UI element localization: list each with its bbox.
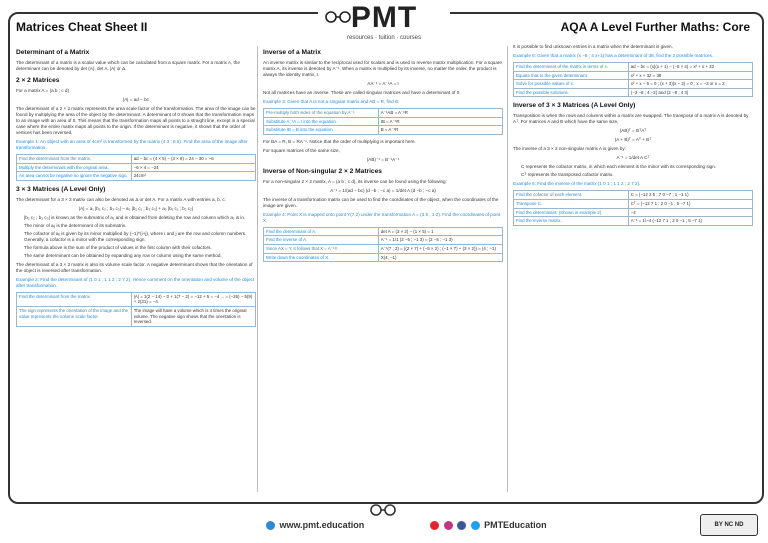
- step-cell: Find the determinant of the matrix in terms of x.: [514, 63, 629, 72]
- step-cell: Transpose C.: [514, 199, 629, 208]
- equation: AA⁻¹ = A⁻¹A = I: [367, 81, 399, 86]
- work-cell: A⁻¹ = 1/1 (2 −5 ; −1 3) = (2 −5 ; −1 3): [378, 236, 502, 245]
- table-row: [264, 244, 503, 253]
- work-cell: ad − bc = (4 × 5) − (3 × 8) = 24 − 30 = −6: [131, 155, 255, 164]
- bullet-list: [521, 164, 753, 178]
- work-cell: C = (−12 2 5 ; 7 0 −7 ; 1 −1 1): [628, 191, 752, 200]
- table-row: [514, 199, 753, 208]
- equation: A⁻¹ = 1/(ad − bc) (d −b ; −c a) = 1/det A (d −b ; −c a): [330, 187, 436, 193]
- step-cell: Find the possible solutions.: [514, 88, 629, 97]
- equation: (A + B)ᵀ = Aᵀ + Bᵀ: [614, 137, 652, 143]
- table-row: [17, 155, 256, 164]
- step-cell: The sign represents the orientation of the image and the value represents the volume scale factor.: [17, 306, 132, 326]
- paragraph: Not all matrices have an inverse. These are called singular matrices and have a determinant of 0.: [263, 90, 461, 95]
- list-item: • The formula above is the sum of the product of values in the first column with their cofactors.: [24, 245, 256, 251]
- table-row: [264, 236, 503, 245]
- table-row: [514, 88, 753, 97]
- equation: (AB)ᵀ = BᵀAᵀ: [619, 128, 647, 134]
- step-cell: Equate that to the given determinant.: [514, 71, 629, 80]
- column-divider: [507, 46, 508, 492]
- goggles-icon: [368, 503, 398, 517]
- example-prompt: Example 1: An object with an area of 4cm² is transformed by the matrix (4 3 ; 8 5). Find the area of the image after transformation.: [16, 139, 248, 150]
- twitter-icon: [471, 521, 480, 530]
- section-heading: Inverse of a Matrix: [263, 49, 321, 56]
- license-text: BY NC ND: [714, 522, 744, 528]
- worked-table: [513, 190, 753, 225]
- facebook-icon: [457, 521, 466, 530]
- paragraph: For BA = R, B = RA⁻¹. Notice that the order of multiplying is important here.: [263, 138, 416, 144]
- worked-table: [513, 62, 753, 97]
- equation: A⁻¹ = 1/det A Cᵀ: [616, 155, 650, 161]
- step-cell: Since AX = Y, it follows that X = A⁻¹Y.: [264, 244, 379, 253]
- work-cell: ad − bc = (x)(x + 1) − (−8 × 4) = x² + x + 32: [628, 63, 752, 72]
- goggles-icon: [324, 10, 352, 24]
- paragraph: The determinant of a matrix is a scalar value which can be calculated from a square matrix. For a matrix A, the determinant can be denoted by det (A), det A, |A| or Δ.: [16, 60, 240, 71]
- pmt-logo: [318, 2, 450, 44]
- paragraph: An inverse matrix is similar to the reciprocal used for scalars and is used to reverse matrix multiplication. For a square matrix A, its inverse is denoted by A⁻¹. When a matrix is multiplied by its inverse, no matter the order, the product is always the identity matrix, I.: [263, 60, 502, 77]
- table-row: [264, 126, 503, 135]
- column-determinant: [16, 44, 256, 484]
- table-row: [17, 172, 256, 181]
- table-row: [514, 63, 753, 72]
- step-cell: Find the inverse matrix.: [514, 217, 629, 226]
- list-item: • |b₂ c₂ ; b₃ c₃| is known as the submatrix of a₁ and is obtained from deleting the row and column which a₁ is in.: [24, 215, 256, 221]
- paragraph: The determinant of a 2 × 2 matrix represents the area scale factor of the transformation. The area of the image can be found by multiplying the area of the object by the determinant. A determinant of 0 shows that the transformation maps to an image with an area of 0. This means that the transformation maps all points to a straight line, except in a special case where the entire matrix maps all points to the origin. If the determinant is negative, it shows that the order of vertices has been reversed.: [16, 106, 256, 135]
- logo-text: PMT: [350, 1, 418, 34]
- worked-table: [263, 108, 503, 135]
- step-cell: An area cannot be negative so ignore the negative sign.: [17, 172, 132, 181]
- work-cell: |A| = 1(2 − 14) − 0 + 1(7 − 2) = −12 + 5 = −4 ... = (−26) − 5(9) + 2(31) = −4: [131, 292, 255, 306]
- work-cell: X(4, −1): [378, 253, 502, 262]
- work-cell: A⁻¹AB = A⁻¹R: [378, 109, 502, 118]
- work-cell: A⁻¹(7 ; 2) = ((2 × 7) + (−5 × 2) ; (−1 × 7) + (3 × 2)) = (4 ; −1): [378, 244, 502, 253]
- work-cell: 24cm²: [131, 172, 255, 181]
- list-item: • Cᵀ represents the transposed cofactor matrix.: [521, 172, 753, 178]
- step-cell: Find the determinant of A.: [264, 227, 379, 236]
- step-cell: Find the determinant from the matrix.: [17, 155, 132, 164]
- section-heading: Inverse of Non-singular 2 × 2 Matrices: [263, 167, 382, 175]
- table-row: [514, 208, 753, 217]
- table-row: [17, 163, 256, 172]
- table-row: [264, 227, 503, 236]
- work-cell: A⁻¹ = 1/−4 (−12 7 1 ; 2 0 −1 ; 5 −7 1): [628, 217, 752, 226]
- list-item: • The minor of aᵢⱼ is the determinant of its submatrix.: [24, 223, 256, 229]
- section-heading: 2 × 2 Matrices: [16, 77, 60, 84]
- paragraph: Transposition is when the rows and columns within a matrix are swapped. The transpose of a matrix A is denoted by Aᵀ. For matrices A and B which have the same size,: [513, 113, 749, 125]
- column-inverse-3x3: [513, 44, 753, 484]
- column-divider: [257, 46, 258, 492]
- step-cell: Find the inverse of A.: [264, 236, 379, 245]
- paragraph: The determinant of a 3 × 3 matrix is also its volume scale factor. A negative determinant shows that the orientation of the object is reversed after transformation.: [16, 261, 253, 273]
- work-cell: (−3 −8 ; 4 −2) and (2 −8 ; 4 3): [628, 88, 752, 97]
- step-cell: Find the determinant from the matrix.: [17, 292, 132, 306]
- column-inverse: [263, 44, 503, 484]
- social-handle: PMTEducation: [484, 520, 547, 530]
- table-row: [514, 217, 753, 226]
- table-row: [514, 80, 753, 89]
- work-cell: det A = (3 × 2) − (1 × 5) = 1: [378, 227, 502, 236]
- license-badge[interactable]: [700, 514, 758, 536]
- paragraph: For square matrices of the same size,: [263, 147, 340, 153]
- table-row: [17, 292, 256, 306]
- equation: (AB)⁻¹ = B⁻¹A⁻¹: [366, 156, 400, 162]
- work-cell: −6 × 4 = −24: [131, 163, 255, 172]
- bullet-list: [24, 215, 256, 259]
- instagram-icon: [444, 521, 453, 530]
- work-cell: IB = A⁻¹R: [378, 117, 502, 126]
- worked-table: [16, 154, 256, 181]
- globe-icon: [266, 521, 275, 530]
- step-cell: Find the determinant. (Shown in example 2): [514, 208, 629, 217]
- list-item: • The same determinant can be obtained by expanding any row or column using the same method.: [24, 253, 256, 259]
- work-cell: x² + x + 32 = 38: [628, 71, 752, 80]
- work-cell: B = A⁻¹R: [378, 126, 502, 135]
- worked-table: [16, 292, 256, 327]
- table-row: [514, 191, 753, 200]
- step-cell: Substitute A⁻¹A = I into the equation.: [264, 117, 379, 126]
- list-item: • The cofactor of aᵢⱼ is given by its minor multiplied by (−1)^(i+j), where i and j are the row and column numbers. Generally, a cofactor is a minor with the corresponding sign.: [24, 231, 256, 243]
- section-heading: Inverse of 3 × 3 Matrices (A Level Only): [513, 102, 636, 110]
- paragraph: The determinant for a 3 × 3 matrix can also be denoted as Δ or det A. For a matrix A with entries a, b, c:: [16, 196, 226, 202]
- paragraph: The inverse of a transformation matrix can be used to find the coordinates of the object, when the coordinates of the image are given.: [263, 196, 499, 208]
- work-cell: Cᵀ = (−12 7 1 ; 2 0 −1 ; 5 −7 1): [628, 199, 752, 208]
- step-cell: Find the cofactor of each element.: [514, 191, 629, 200]
- course-title: AQA A Level Further Maths: Core: [560, 20, 750, 34]
- table-row: [17, 306, 256, 326]
- work-cell: The image will have a volume which is 4 times the original volume. The negative sign shows that the orientation is reversed.: [131, 306, 255, 326]
- step-cell: Solve for possible values of x.: [514, 80, 629, 89]
- table-row: [264, 117, 503, 126]
- work-cell: −4: [628, 208, 752, 217]
- website-link[interactable]: [266, 520, 364, 530]
- example-prompt: Example 4: Point X is mapped onto point Y(7,2) under the transformation A = (3 5 ; 1 2). Find the coordinates of point X.: [263, 211, 501, 223]
- worked-table: [263, 227, 503, 262]
- equation: |A| = ad − bc: [123, 97, 149, 102]
- work-cell: x² + x − 6 = 0 ; (x + 3)(x − 2) = 0 ; x = −3 or x = 2: [628, 80, 752, 89]
- section-heading: Determinant of a Matrix: [16, 49, 90, 56]
- paragraph: It is possible to find unknown entries in a matrix when the determinant is given.: [513, 44, 673, 49]
- youtube-icon: [430, 521, 439, 530]
- step-cell: Substitute IB = B into the equation.: [264, 126, 379, 135]
- example-prompt: Example 6: Find the inverse of the matrix (1 0 1 ; 1 1 2 ; 2 7 2).: [513, 181, 641, 187]
- table-row: [264, 253, 503, 262]
- social-links[interactable]: [430, 520, 547, 530]
- website-text: www.pmt.education: [279, 520, 365, 530]
- table-row: [264, 109, 503, 118]
- paragraph: The inverse of a 3 × 3 non-singular matrix A is given by:: [513, 146, 626, 152]
- paragraph: For a matrix A = (a b ; c d): [16, 88, 69, 93]
- step-cell: Multiply the determinant with the original area.: [17, 163, 132, 172]
- table-row: [514, 71, 753, 80]
- step-cell: Write down the coordinates of X.: [264, 253, 379, 262]
- equation: |A| = a₁ |b₂ c₂ ; b₃ c₃| − a₂ |b₁ c₁ ; b₃ c₃| + a₃ |b₁ c₁ ; b₂ c₂|: [78, 205, 194, 211]
- step-cell: Pre-multiply both sides of the equation by A⁻¹.: [264, 109, 379, 118]
- logo-subtitle: resources · tuition · courses: [346, 35, 422, 41]
- example-prompt: Example 5: Given that a matrix (x −8 ; 4 x+1) has a determinant of 38, find the 2 possible matrices.: [513, 53, 714, 58]
- list-item: • C represents the cofactor matrix, in which each element is the minor with its corresponding sign.: [521, 164, 753, 170]
- example-prompt: Example 2: Find the determinant of (1 0 1 ; 1 1 2 ; 2 7 2). Hence comment on the orientation and volume of the object after transformation.: [16, 276, 255, 288]
- sheet-title: Matrices Cheat Sheet II: [16, 20, 148, 34]
- section-heading: 3 × 3 Matrices (A Level Only): [16, 185, 106, 193]
- paragraph: For a non-singular 2 × 2 matrix, A = (a b ; c d), its inverse can be found using the following:: [263, 178, 447, 184]
- example-prompt: Example 3: Given that A is not a singular matrix and AB = R, find B.: [263, 99, 400, 104]
